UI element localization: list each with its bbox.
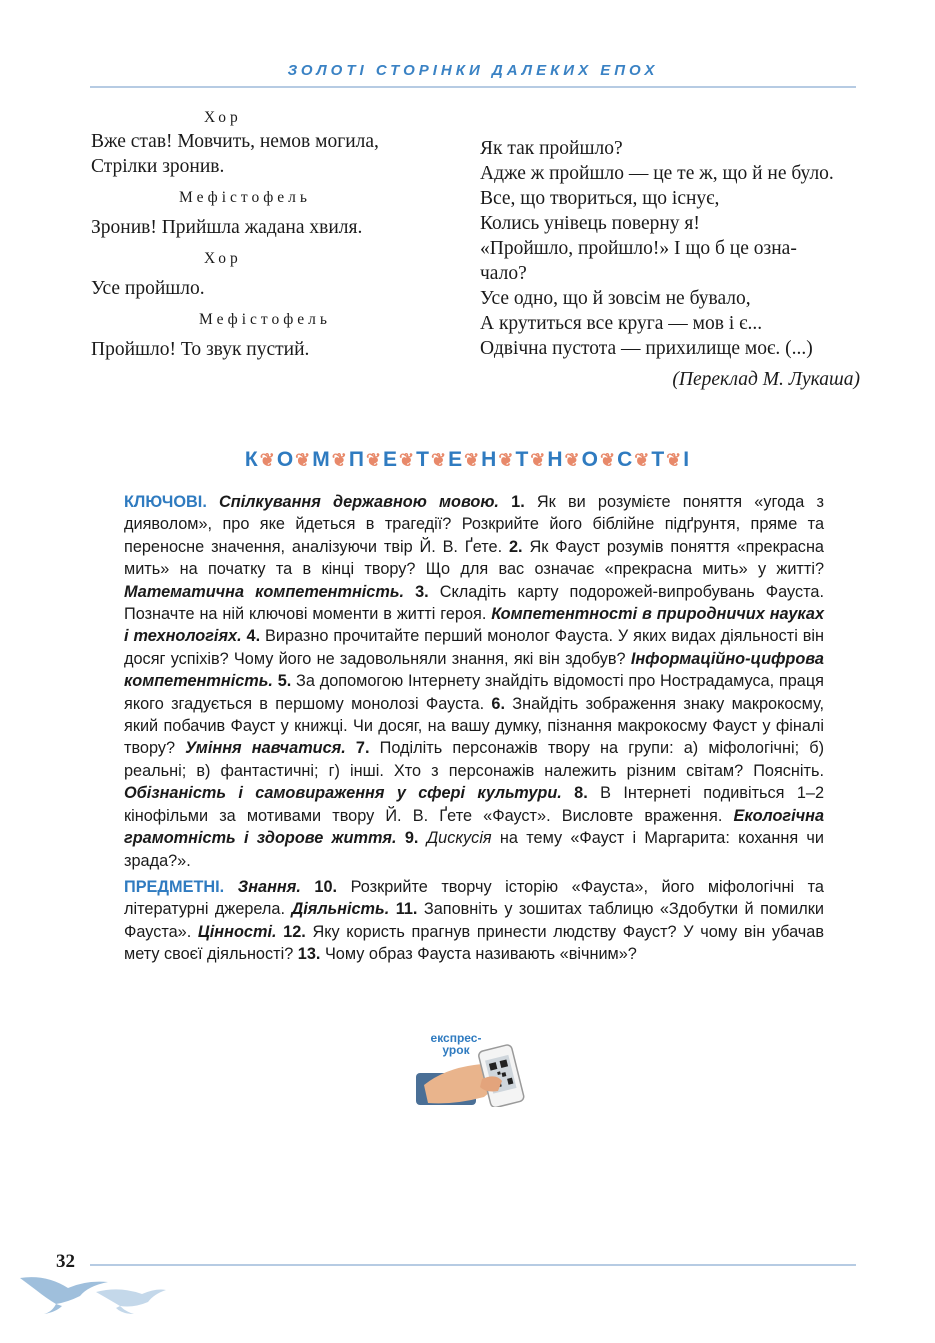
task-number: 3.	[404, 582, 429, 601]
verse-line: Пройшло! То звук пустий.	[91, 339, 310, 360]
heading-letter: О	[581, 448, 599, 471]
heading-letter: Т	[515, 448, 530, 471]
task-emphasis: Дискусія	[426, 829, 492, 848]
task-text: Розкрийте творчу історію «Фауста», його міфологічні та літературні джерела.	[124, 877, 824, 919]
verse-line: Колись унівець поверну я!	[480, 213, 700, 234]
verse-line: Усе пройшло.	[91, 278, 205, 299]
verse-line: Адже ж пройшло — це те ж, що й не було.	[480, 163, 834, 184]
verse-line: Усе одно, що й зовсім не бувало,	[480, 288, 751, 309]
task-number: 6.	[491, 694, 505, 713]
verse-line: А крутиться все круга — мов і є...	[480, 313, 763, 334]
leaf-ornament-icon: ❦	[464, 450, 481, 470]
express-label: експрес-	[430, 1031, 482, 1045]
heading-letter: Т	[416, 448, 430, 471]
page-number: 32	[56, 1251, 75, 1272]
task-text: Як Фауст розумів поняття «прекрасна мить» на початку та в кінці твору? Що для вас означає «прекрасна мить» у житті?	[124, 537, 824, 579]
task-number: 2.	[509, 537, 523, 556]
task-text: Поділіть персонажів твору на групи: а) міфологічні; б) реальні; в) фантастичні; г) інші. Хто з персонажів належить різним світам? Поясніть.	[124, 739, 824, 780]
task-text: Чому образ Фауста називають «вічним»?	[320, 945, 637, 964]
heading-letter: К	[244, 448, 259, 471]
section-label-key: КЛЮЧОВІ.	[124, 493, 207, 511]
heading-letter: С	[617, 448, 634, 471]
competences-heading	[200, 448, 735, 472]
verse-line: «Пройшло, пройшло!» І що б це озна-	[480, 238, 797, 259]
key-competences-paragraph	[124, 491, 824, 872]
task-text: В Інтернеті подивіться 1–2 кінофільми за мотивами твору Й. В. Ґете «Фауст». Висловте враження.	[124, 784, 824, 825]
express-label: урок	[442, 1043, 470, 1057]
speaker-chorus: Хор	[204, 109, 242, 126]
heading-letter: Н	[481, 448, 498, 471]
competence-name: Компетентності в природничих науках і технологіях.	[124, 605, 824, 646]
task-text: на тему «Фауст і Маргарита: кохання чи зрада?».	[124, 829, 825, 870]
verse-line: Все, що твориться, що існує,	[480, 188, 720, 209]
birds-icon	[16, 1268, 166, 1316]
heading-letter: Е	[448, 448, 464, 471]
heading-letter: Т	[651, 448, 666, 471]
task-number: 11.	[389, 900, 418, 919]
verse-line: Одвічна пустота — прихилище моє. (...)	[480, 338, 813, 359]
task-number: 10.	[300, 877, 338, 896]
competence-name: Екологічна грамотність і здорове життя.	[124, 806, 824, 848]
leaf-ornament-icon: ❦	[599, 450, 617, 470]
verse-line: Зронив! Прийшла жадана хвиля.	[91, 217, 363, 238]
competence-name: Інформаційно-цифрова компетентність.	[124, 649, 824, 691]
leaf-ornament-icon: ❦	[295, 450, 312, 470]
task-number: 13.	[297, 945, 321, 964]
task-text: Виразно прочитайте перший монолог Фауста. У яких видах діяльності він досяг успіхів? Чому його не задовольняли знання, які він здобув?	[124, 627, 824, 668]
leaf-ornament-icon: ❦	[666, 450, 683, 470]
task-number: 7.	[345, 739, 370, 758]
leaf-ornament-icon: ❦	[331, 450, 348, 470]
subject-competences-paragraph	[124, 876, 824, 966]
leaf-ornament-icon: ❦	[564, 450, 581, 470]
translation-credit: (Переклад М. Лукаша)	[672, 369, 860, 390]
speaker-chorus: Хор	[204, 250, 242, 267]
task-text: Знайдіть зображення знаку макрокосму, який побачив Фауст у книжці. Чи досяг, на вашу думку, пізнання макрокосму Фауст у фіналі твору?	[124, 694, 824, 758]
speaker-mephistopheles: Мефістофель	[199, 311, 331, 328]
leaf-ornament-icon: ❦	[530, 450, 547, 470]
dialogue-right-column	[480, 136, 860, 412]
task-number: 1.	[498, 493, 525, 511]
express-lesson-badge[interactable]	[414, 1031, 532, 1107]
leaf-ornament-icon: ❦	[430, 450, 448, 470]
competence-name: Обізнаність і самовираження у сфері культури.	[124, 784, 562, 803]
heading-letter: Е	[383, 448, 399, 471]
competence-name: Знання.	[237, 877, 301, 896]
tasks-block	[124, 491, 824, 966]
task-number: 8.	[561, 784, 588, 803]
task-text: За допомогою Інтернету знайдіть відомості про Нострадамуса, праця якого згадується в першому монолозі Фауста.	[124, 672, 824, 713]
task-number: 5.	[272, 672, 292, 691]
verse-line: Як так пройшло?	[480, 138, 623, 159]
task-number: 12.	[276, 922, 306, 941]
footer-rule	[90, 1264, 856, 1266]
competence-name: Цінності.	[197, 922, 277, 941]
running-header: ЗОЛОТІ СТОРІНКИ ДАЛЕКИХ ЕПОХ	[287, 62, 659, 79]
task-number: 4.	[241, 627, 261, 646]
leaf-ornament-icon: ❦	[399, 450, 416, 470]
competence-name: Спілкування державною мовою.	[219, 493, 499, 511]
leaf-ornament-icon: ❦	[259, 450, 276, 470]
competence-name: Уміння навчатися.	[185, 739, 346, 758]
leaf-ornament-icon: ❦	[365, 450, 383, 470]
heading-letter: О	[276, 448, 295, 471]
heading-letter: І	[683, 448, 691, 471]
verse-line: Стрілки зронив.	[91, 156, 225, 177]
task-text: Як ви розумієте поняття «угода з дияволом», про яке йдеться в трагедії? Розкрийте його біблійне підґрунтя, пряме та переносне значення, аналізуючи твір Й. В. Ґете.	[124, 493, 824, 556]
section-label-subject: ПРЕДМЕТНІ.	[124, 877, 225, 896]
verse-line: Вже став! Мовчить, немов могила,	[91, 131, 379, 152]
task-number: 9.	[396, 829, 419, 848]
heading-letter: П	[348, 448, 365, 471]
heading-letter: Н	[547, 448, 564, 471]
header-rule	[90, 86, 856, 88]
task-text	[418, 829, 426, 847]
heading-letter: М	[312, 448, 331, 471]
task-text: Яку користь прагнув принести людству Фауст? У чому він убачав мету своєї діяльності?	[124, 922, 824, 964]
dialogue-left-column	[91, 107, 461, 362]
task-text: Заповніть у зошитах таблицю «Здобутки й помилки Фауста».	[124, 900, 824, 941]
competence-name: Математична компетентність.	[124, 582, 405, 601]
leaf-ornament-icon: ❦	[634, 450, 651, 470]
leaf-ornament-icon: ❦	[498, 450, 515, 470]
competence-name: Діяльність.	[291, 900, 390, 919]
speaker-mephistopheles: Мефістофель	[179, 189, 311, 206]
task-text: Складіть карту подорожей-випробувань Фауста. Позначте на ній ключові моменти в житті героя.	[124, 582, 825, 624]
verse-line: чало?	[480, 263, 527, 284]
